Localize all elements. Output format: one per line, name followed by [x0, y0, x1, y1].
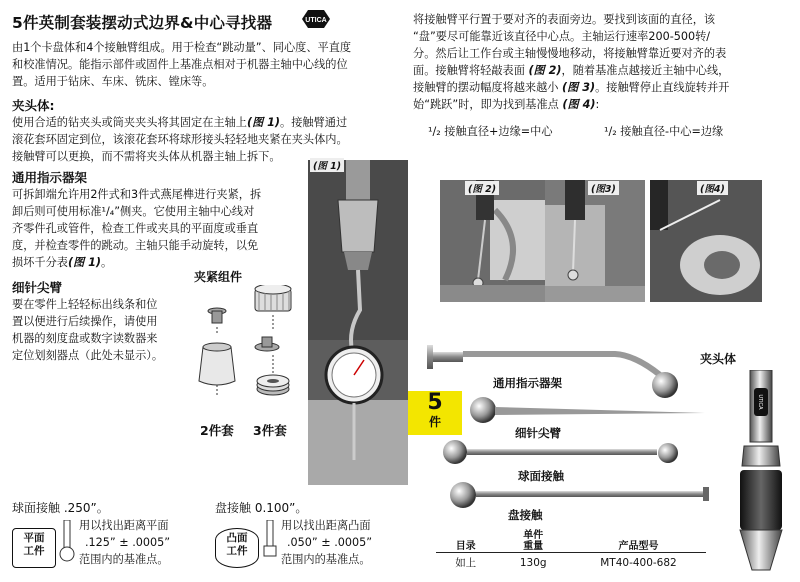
needle-heading: 细针尖臂	[12, 280, 63, 295]
indicator-holder-section: 通用指示器架 可拆卸端允许用2件式和3件式燕尾榫进行夹紧，拆 卸后则可使用标准¹/₄”侧夹。它使用主轴中心线对 齐零件孔或管件，检查工件或夹具的平面度或垂直 度，并检查零件的跳动。主轴只能手动旋转，以免 损坏千分表(图 1)。	[12, 169, 302, 271]
col-catalog: 目录	[436, 530, 495, 553]
figure-4-label: (图4)	[697, 181, 728, 195]
badge-unit: 件	[428, 415, 441, 429]
disc-contact-note-title: 盘接触 0.100”。	[215, 501, 308, 515]
badge-number: 5	[427, 390, 443, 415]
col-part-number: 产品型号	[571, 530, 706, 553]
two-piece-label: 2件套	[200, 423, 234, 438]
col-unit-weight: 单件 重量	[495, 530, 571, 553]
spec-table	[436, 530, 706, 572]
utica-logo	[300, 9, 332, 29]
figure-3-photo	[545, 180, 645, 302]
figure-2-photo	[440, 180, 552, 302]
chuck-heading: 夹头体:	[12, 98, 55, 113]
formula-edge: ¹/₂ 接触直径-中心=边缘	[604, 125, 724, 138]
chuck-logo-text: UTICA	[757, 394, 763, 410]
clamp-assembly-illustration	[195, 285, 305, 420]
disc-contact-note-text: 用以找出距离凸面 .050” ± .0005” 范围内的基准点。	[281, 519, 373, 566]
chuck-body-label: 夹头体	[700, 352, 737, 366]
clamp-assembly-title: 夹紧组件	[194, 270, 243, 284]
cell-catalog: 如上	[455, 557, 477, 569]
piece-count-badge	[408, 391, 462, 435]
needle-arm-label: 细针尖臂	[515, 426, 561, 440]
cell-weight: 130g	[519, 556, 547, 569]
flat-workpiece-box: 平面 工件	[12, 528, 56, 568]
three-piece-label: 3件套	[253, 423, 287, 438]
figure-1-label: (图 1)	[310, 158, 344, 172]
figure-4-photo	[650, 180, 762, 302]
figure-2-label: (图 2)	[465, 181, 499, 195]
disc-contact-label: 盘接触	[508, 508, 543, 522]
usage-paragraph: 将接触臂平行置于要对齐的表面旁边。要找到该面的直径，该 “盘”要尽可能靠近该直径中心点。主轴运行速率200-500转/ 分。然后让工作台或主轴慢慢地移动，将接触臂靠近要对齐的表 面。接触臂将轻敲表面 (图 2)，随着基准点越接近主轴中心线， 接触臂的摆动幅度将越来越小 (图 3)。接触臂停止直线旋转并开 始“跳跃”时，即为找到基准点 (图 4):	[413, 13, 730, 111]
convex-workpiece-box: 凸面 工件	[215, 528, 259, 568]
cell-part-number: MT40-400-682	[600, 556, 677, 569]
figure-3-label: (图3)	[588, 181, 619, 195]
chuck-body-section: 夹头体: 使用合适的钻夹头或筒夹夹头将其固定在主轴上(图 1)。接触臂通过 滚花套环固定到位，该滚花套环将球形接头轻轻地夹紧在夹头体内。 接触臂可以更换，而不需将夹头体从机器主轴上拆下。	[12, 97, 407, 165]
logo-text: UTICA	[305, 17, 327, 24]
needle-arm-section: 细针尖臂 要在零件上轻轻标出线条和位 置以便进行后续操作，请使用 机器的刻度盘或数字读数器来 定位划刻器点（此处未显示）。	[12, 279, 192, 364]
ball-contact-note-text: 用以找出距离平面 .125” ± .0005” 范围内的基准点。	[79, 519, 171, 566]
ball-contact-label: 球面接触	[518, 469, 564, 483]
figure-1-photo	[308, 160, 408, 485]
intro-paragraph: 由1个卡盘体和4个接触臂组成。用于检查“跳动量”、同心度、平直度 和校准情况。能指示部件或固件上基准点相对于机器主轴中心线的位 置。适用于钻床、车床、铣床、镗床等。	[12, 41, 352, 88]
indicator-holder-label: 通用指示器架	[493, 376, 562, 390]
disc-contact-icon	[262, 520, 280, 564]
chuck-body-illustration	[730, 370, 792, 578]
formula-center: ¹/₂ 接触直径+边缘=中心	[428, 125, 553, 138]
page-title: 5件英制套装摆动式边界&中心寻找器	[12, 14, 273, 32]
ball-contact-note-title: 球面接触 .250”。	[12, 501, 109, 515]
indicator-heading: 通用指示器架	[12, 170, 88, 185]
table-row	[436, 553, 706, 573]
ball-contact-icon	[58, 520, 78, 564]
